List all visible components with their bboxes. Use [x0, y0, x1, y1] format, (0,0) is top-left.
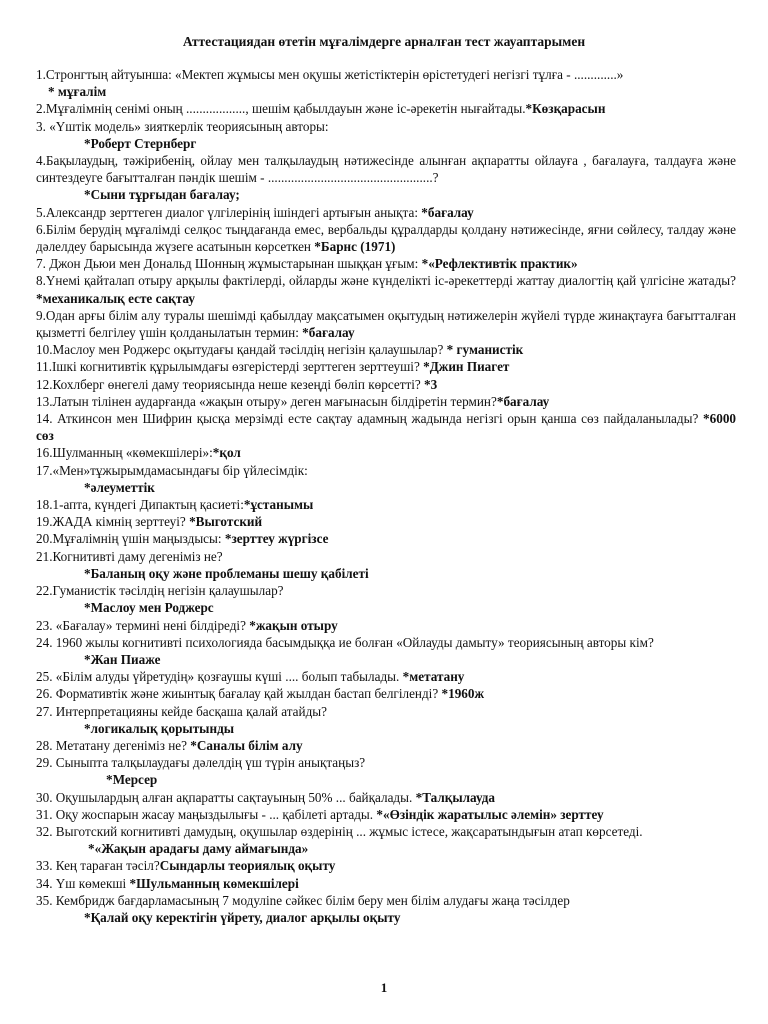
question-29: 29. Сыныпта талқылаудағы дәлелдің үш түрін анықтаңыз?: [36, 755, 366, 771]
question-32: 32. Выготский когнитивті дамудың, оқушылар өздерінің ... жұмыс істесе, жақсаратындығын атап көрсетеді.: [36, 823, 643, 839]
question-25-text: 25. «Білім алуды үйретудің» қозғаушы күші .... болып табылады.: [36, 669, 403, 685]
question-11: [36, 358, 736, 375]
answer-13: *бағалау: [496, 393, 550, 409]
question-26-text: 26. Формативтік және жиынтық бағалау қай жылдан бастап белгіленді?: [36, 686, 442, 702]
question-33: [36, 857, 736, 874]
answer-14: *6000 сөз: [36, 411, 736, 444]
answer-1: * мұғалім: [48, 84, 107, 100]
question-19-text: 19.ЖАДА кімнің зерттеуі?: [36, 514, 190, 530]
question-4: 4.Бақылаудың, тәжірибенің, ойлау мен талқылаудың нәтижесінде алынған ақпаратты ойлауға , бағалауға, талдауға және синтездеуге бағытталған пәндік шешім - ..................................................?: [36, 153, 736, 186]
answer-32: *«Жақын арадағы даму аймағында»: [88, 841, 309, 857]
question-30: [36, 789, 736, 806]
answer-7: *«Рефлективтік практик»: [421, 256, 578, 272]
question-13: [36, 393, 736, 410]
answer-9: *бағалау: [302, 325, 355, 341]
question-12: [36, 376, 736, 393]
question-10: [36, 341, 736, 358]
question-23: [36, 617, 736, 634]
answer-19: *Выготский: [189, 514, 263, 530]
question-16: [36, 444, 736, 461]
question-14: [36, 410, 736, 444]
question-30-text: 30. Оқушылардың алған ақпаратты сақтауының 50% ... байқалады.: [36, 789, 416, 805]
question-26: [36, 685, 736, 702]
question-31: [36, 806, 736, 823]
question-18-text: 18.1-апта, күндегі Дипактың қасиеті:: [36, 497, 244, 513]
question-14-text: 14. Аткинсон мен Шифрин қысқа мерзімді есте сақтау адамның жадында негізгі орын қанша сөз пайдаланылады?: [36, 411, 704, 427]
question-5: [36, 204, 736, 221]
answer-16: *қол: [212, 445, 241, 461]
page-number: 1: [380, 980, 388, 995]
question-17: 17.«Мен»тұжырымдамасындағы бір үйлесімдік:: [36, 462, 308, 478]
answer-35: *Қалай оқу керектігін үйрету, диалог арқылы оқыту: [84, 909, 401, 925]
question-7: [36, 255, 736, 272]
answer-25: *метатану: [402, 669, 465, 685]
answer-18: *ұстанымы: [243, 497, 314, 513]
answer-26: *1960ж: [441, 686, 485, 702]
question-34-text: 34. Үш көмекші: [36, 875, 130, 891]
question-2-text: 2.Мұғалімнің сенімі оның .................., шешім қабылдауын және іс-әрекетін нығайтады.: [36, 101, 526, 117]
answer-31: *«Өзіндік жаратылыс әлемін» зерттеу: [376, 806, 604, 822]
question-22: 22.Гуманистік тәсілдің негізін қалаушылар?: [36, 583, 284, 599]
question-24: 24. 1960 жылы когнитивті психологияда басымдыққа ие болған «Ойлауды дамыту» теориясының авторы кім?: [36, 634, 654, 650]
question-27: 27. Интерпретацияны кейде басқаша қалай атайды?: [36, 703, 328, 719]
question-11-text: 11.Ішкі когнитивтік құрылымдағы өзгерістерді зерттеген зерттеуші?: [36, 359, 424, 375]
question-21: 21.Когнитивті даму дегеніміз не?: [36, 548, 223, 564]
answer-34: *Шульманның көмекшілері: [129, 875, 299, 891]
question-12-text: 12.Кохлберг өнегелі даму теориясында неше кезеңді бөліп көрсетті?: [36, 376, 425, 392]
answer-2: *Көзқарасын: [525, 101, 606, 117]
answer-20: *зерттеу жүргізсе: [224, 531, 329, 547]
question-3: 3. «Үштік модель» зияткерлік теориясының авторы:: [36, 118, 329, 134]
question-25: [36, 668, 736, 685]
question-1: 1.Стронгтың айтуынша: «Мектеп жұмысы мен оқушы жетістіктерін өрістетудегі негізгі тұлға - .............»: [36, 67, 624, 82]
answer-3: *Роберт Стернберг: [84, 135, 197, 151]
question-31-text: 31. Оқу жоспарын жасау маңыздылығы - ... қабілеті артады.: [36, 806, 377, 822]
answer-23: *жақын отыру: [249, 617, 338, 633]
question-7-text: 7. Джон Дьюи мен Дональд Шонның жұмыстарынан шыққан ұғым:: [36, 256, 422, 272]
question-19: [36, 513, 736, 530]
question-18: [36, 496, 736, 513]
question-10-text: 10.Маслоу мен Роджерс оқытудағы қандай тәсілдің негізін қалаушылар?: [36, 342, 447, 358]
qa-list: [36, 66, 736, 926]
document-title: Аттестациядан өтетін мұғалімдерге арналған тест жауаптарымен: [182, 34, 586, 49]
question-9-text: 9.Одан арғы білім алу туралы шешімді қабылдау мақсатымен оқытудың нәтижелерін жүйелі түрде жинақтауға бағытталған қызметті белгілеу үшін қолданылатын термин:: [36, 307, 736, 341]
question-23-text: 23. «Бағалау» термині нені білдіреді?: [36, 617, 250, 633]
question-9: [36, 307, 736, 341]
question-28-text: 28. Метатану дегеніміз не?: [36, 737, 191, 753]
question-20-text: 20.Мұғалімнің үшін маңыздысы:: [36, 531, 225, 547]
answer-28: *Саналы білім алу: [190, 737, 303, 753]
answer-24: *Жан Пиаже: [84, 651, 161, 667]
question-20: [36, 530, 736, 547]
answer-17: *әлеуметтік: [84, 479, 155, 495]
question-34: [36, 875, 736, 892]
answer-6: *Барнс (1971): [314, 239, 396, 255]
question-5-text: 5.Александр зерттеген диалог үлгілерінің ішіндегі артығын анықта:: [36, 204, 422, 220]
answer-8: *механикалық есте сақтау: [36, 290, 195, 306]
question-8-text: 8.Үнемі қайталап отыру арқылы фактілерді, ойларды және күнделікті іс-әрекеттерді жаттау диалогтің қай үлгісіне жатады?: [36, 273, 736, 289]
answer-5: *бағалау: [421, 204, 474, 220]
answer-11: *Джин Пиагет: [423, 359, 510, 375]
question-16-text: 16.Шулманның «көмекшілері»:: [36, 445, 213, 461]
answer-29: *Мерсер: [106, 772, 158, 788]
answer-33: Сындарлы теориялық оқыту: [159, 858, 336, 874]
question-35: 35. Кембридж бағдарламасының 7 модулine сәйкес білім беру мен білім алудағы жаңа тәсілдер: [36, 892, 570, 908]
question-13-text: 13.Латын тілінен аударғанда «жақын отыру» деген мағынасын білдіретін термин?: [36, 393, 497, 409]
answer-30: *Талқылауда: [415, 789, 496, 805]
answer-10: * гуманистік: [446, 342, 524, 358]
answer-21: *Баланың оқу және проблеманы шешу қабілеті: [84, 565, 369, 581]
question-8: [36, 272, 736, 306]
answer-12: *3: [424, 376, 438, 392]
answer-22: *Маслоу мен Роджерс: [84, 600, 214, 616]
answer-4: *Сыни тұрғыдан бағалау;: [84, 187, 240, 203]
question-6-text: 6.Білім берудің мұғалімді селқос тыңдағанда емес, вербальды құралдарды қолдану нәтижесінде, яғни сөйлесу, талдау және дәлелдеу барысында жүзеге асатынын көрсеткен: [36, 221, 736, 255]
answer-27: *логикалық қорытынды: [84, 720, 235, 736]
question-28: [36, 737, 736, 754]
question-33-text: 33. Кең тараған тәсіл?: [36, 858, 160, 874]
question-2: [36, 100, 736, 117]
question-6: [36, 221, 736, 255]
